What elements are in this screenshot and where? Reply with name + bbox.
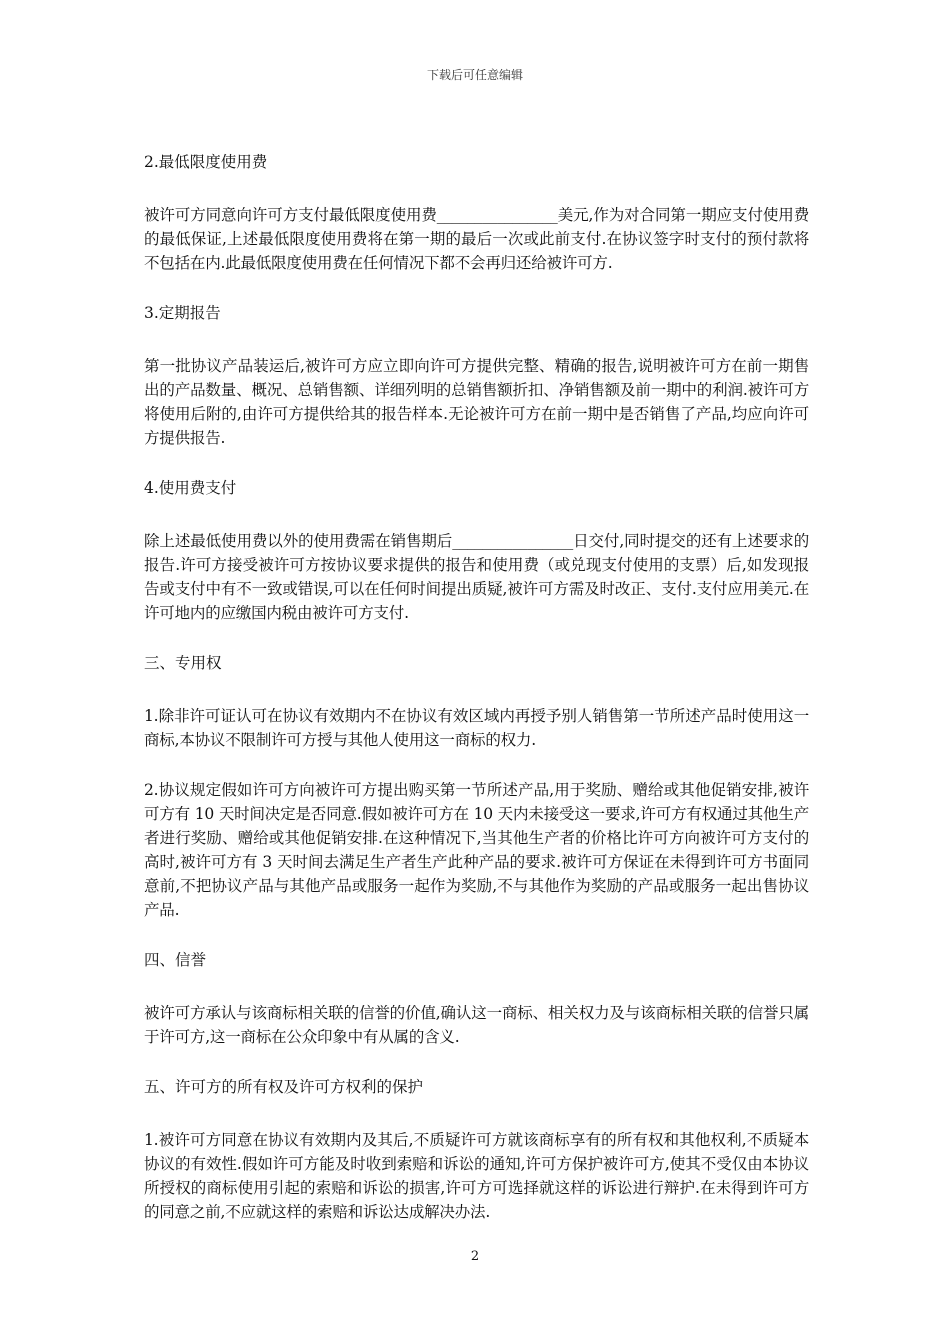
- paragraph: 1.被许可方同意在协议有效期内及其后,不质疑许可方就该商标享有的所有权和其他权利,不质疑本协议的有效性.假如许可方能及时收到索赔和诉讼的通知,许可方保护被许可方,使其不受仅由本协议所授权的商标使用引起的索赔和诉讼的损害,许可方可选择就这样的诉讼进行辩护.在未得到许可方的同意之前,不应就这样的索赔和诉讼达成解决办法.: [144, 1131, 809, 1221]
- section-heading: 2.最低限度使用费: [144, 153, 268, 171]
- paragraph: 被许可方承认与该商标相关联的信誉的价值,确认这一商标、相关权力及与该商标相关联的信誉只属于许可方,这一商标在公众印象中有从属的含义.: [144, 1004, 809, 1046]
- paragraph: 第一批协议产品装运后,被许可方应立即向许可方提供完整、精确的报告,说明被许可方在前一期售出的产品数量、概况、总销售额、详细列明的总销售额折扣、净销售额及前一期中的利润.被许可方将使用后附的,由许可方提供给其的报告样本.无论被许可方在前一期中是否销售了产品,均应向许可方提供报告.: [144, 357, 809, 447]
- paragraph: 除上述最低使用费以外的使用费需在销售期后________________日交付,同时提交的还有上述要求的报告.许可方接受被许可方按协议要求提供的报告和使用费（或兑现支付使用的支票）后,如发现报告或支付中有不一致或错误,可以在任何时间提出质疑,被许可方需及时改正、支付.支付应用美元.在许可地内的应缴国内税由被许可方支付.: [144, 532, 809, 622]
- document-body: [144, 150, 809, 1250]
- page-number: 2: [470, 1249, 480, 1264]
- paragraph: 2.协议规定假如许可方向被许可方提出购买第一节所述产品,用于奖励、赠给或其他促销安排,被许可方有 10 天时间决定是否同意.假如被许可方在 10 天内未接受这一要求,许可方有权通过其他生产者进行奖励、赠给或其他促销安排.在这种情况下,当其他生产者的价格比许可方向被许可方支付的高时,被许可方有 3 天时间去满足生产者生产此种产品的要求.被许可方保证在未得到许可方书面同意前,不把协议产品与其他产品或服务一起作为奖励,不与其他作为奖励的产品或服务一起出售协议产品.: [144, 781, 809, 919]
- section-heading: 三、专用权: [144, 654, 222, 672]
- paragraph: 被许可方同意向许可方支付最低限度使用费________________美元,作为对合同第一期应支付使用费的最低保证,上述最低限度使用费将在第一期的最后一次或此前支付.在协议签字时支付的预付款将不包括在内.此最低限度使用费在任何情况下都不会再归还给被许可方.: [144, 206, 809, 272]
- page-header: 下载后可任意编辑: [426, 68, 523, 82]
- section-heading: 五、许可方的所有权及许可方权利的保护: [144, 1078, 424, 1096]
- paragraph: 1.除非许可证认可在协议有效期内不在协议有效区域内再授予别人销售第一节所述产品时使用这一商标,本协议不限制许可方授与其他人使用这一商标的权力.: [144, 707, 809, 749]
- section-heading: 4.使用费支付: [144, 479, 237, 497]
- section-heading: 3.定期报告: [144, 304, 221, 322]
- section-heading: 四、信誉: [144, 951, 207, 969]
